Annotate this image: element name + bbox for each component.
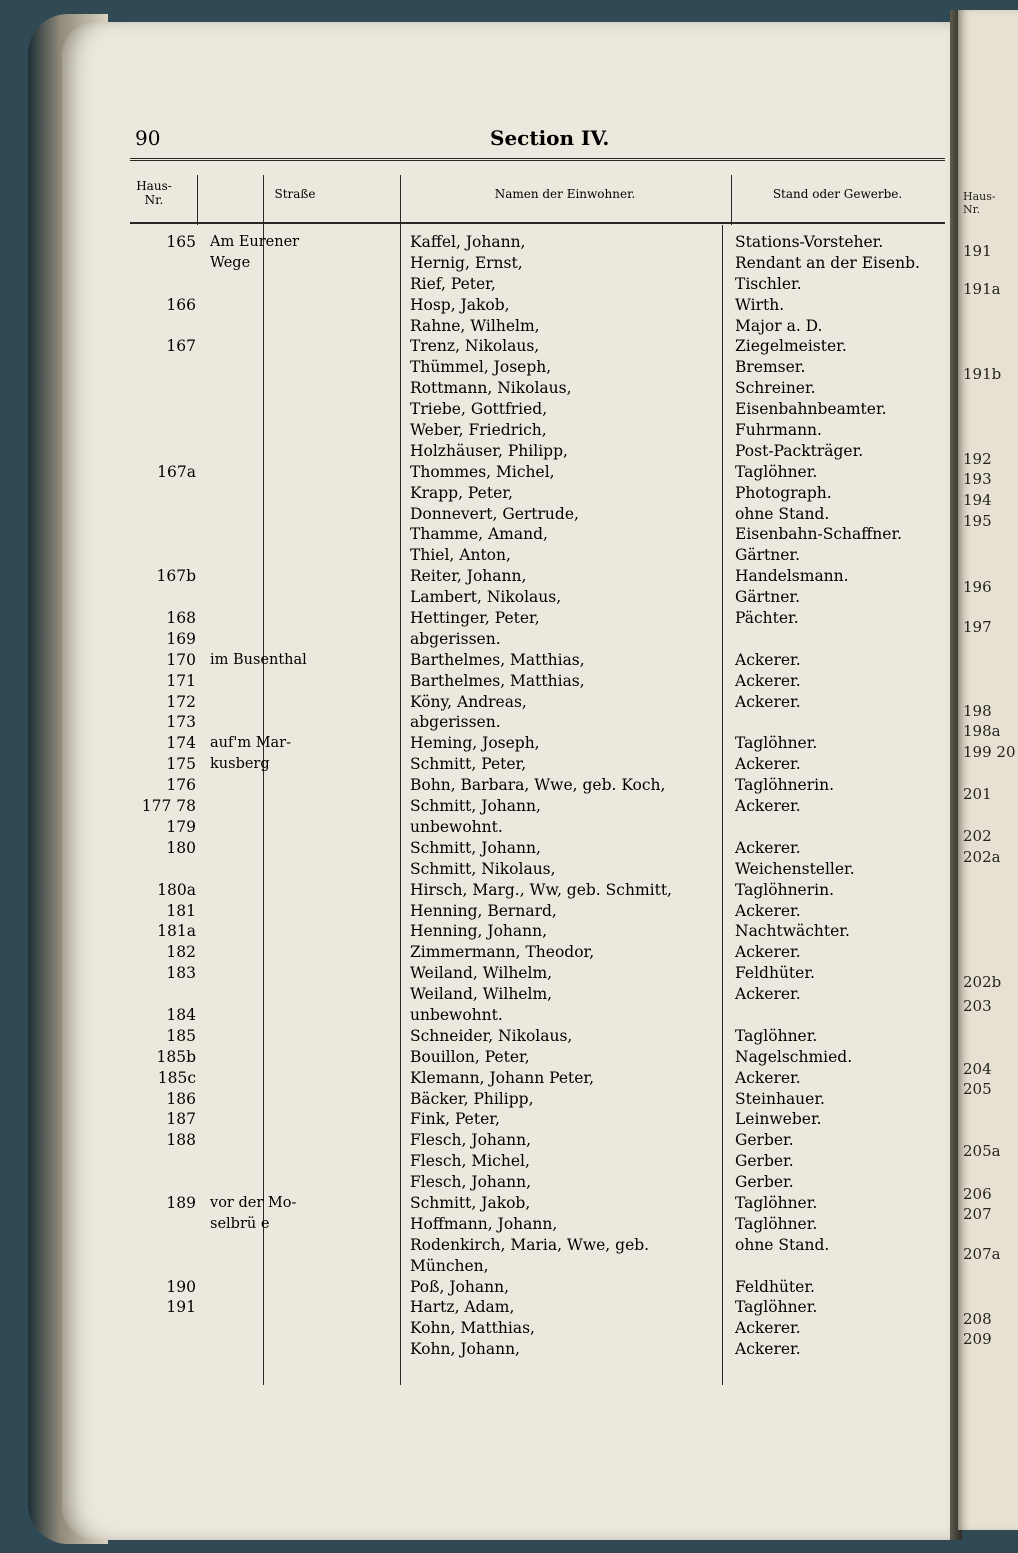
house-number: 188 xyxy=(166,1131,196,1150)
occupation: Feldhüter. xyxy=(735,964,815,983)
occupation: Ackerer. xyxy=(735,1340,801,1359)
occupation: Weichensteller. xyxy=(735,859,855,878)
occupation: Ackerer. xyxy=(735,755,801,774)
table-row xyxy=(130,1297,945,1318)
table-row xyxy=(130,671,945,692)
house-number: 166 xyxy=(166,295,196,314)
table-row xyxy=(130,608,945,629)
street-name: auf'm Mar- xyxy=(210,735,292,752)
occupation: Handelsmann. xyxy=(735,567,849,586)
resident-name: Thümmel, Joseph, xyxy=(410,358,552,377)
table-row xyxy=(130,1130,945,1151)
next-page-house-number: 203 xyxy=(963,997,992,1015)
resident-name: Schmitt, Peter, xyxy=(410,755,527,774)
next-page-house-number: 191b xyxy=(963,365,1002,383)
occupation: Taglöhnerin. xyxy=(735,880,835,899)
table-row xyxy=(130,1068,945,1089)
table-row xyxy=(130,712,945,733)
house-number: 185 xyxy=(166,1026,196,1045)
house-number: 173 xyxy=(166,713,196,732)
resident-name: Schneider, Nikolaus, xyxy=(410,1026,573,1045)
table-row xyxy=(130,692,945,713)
resident-name: Hirsch, Marg., Ww, geb. Schmitt, xyxy=(410,880,672,899)
resident-name: Fink, Peter, xyxy=(410,1110,500,1129)
table-row xyxy=(130,650,945,671)
occupation: Taglöhnerin. xyxy=(735,776,835,795)
resident-name: Hettinger, Peter, xyxy=(410,609,540,628)
resident-name: Hartz, Adam, xyxy=(410,1298,515,1317)
street-name: im Busenthal xyxy=(210,651,307,668)
house-number: 184 xyxy=(166,1005,196,1024)
resident-name: Weiland, Wilhelm, xyxy=(410,964,553,983)
house-number: 181a xyxy=(157,922,196,941)
house-number: 165 xyxy=(166,233,196,251)
house-number: 189 xyxy=(166,1193,196,1212)
next-page-house-number: 191 xyxy=(963,242,992,260)
resident-name: Rahne, Wilhelm, xyxy=(410,316,540,335)
resident-name: Thommes, Michel, xyxy=(410,462,555,481)
occupation: Wirth. xyxy=(735,295,785,314)
occupation: Ackerer. xyxy=(735,692,801,711)
resident-name: Heming, Joseph, xyxy=(410,734,540,753)
occupation: Leinweber. xyxy=(735,1110,822,1129)
resident-name: Barthelmes, Matthias, xyxy=(410,650,585,669)
occupation: Ziegelmeister. xyxy=(735,337,847,356)
next-page-house-number: 205 xyxy=(963,1080,992,1098)
resident-name: Weiland, Wilhelm, xyxy=(410,985,553,1004)
header-street: Straße xyxy=(274,187,316,201)
table-row xyxy=(130,1172,945,1193)
resident-name: Barthelmes, Matthias, xyxy=(410,671,585,690)
occupation: Post-Packträger. xyxy=(735,441,864,460)
occupation: Gerber. xyxy=(735,1131,794,1150)
house-number: 167 xyxy=(166,337,196,356)
street-name: Am Eurener xyxy=(210,234,300,250)
table-row xyxy=(130,420,945,441)
header-trade: Stand oder Gewerbe. xyxy=(772,187,903,201)
occupation: Gärtner. xyxy=(735,546,801,565)
resident-name: Flesch, Johann, xyxy=(410,1131,532,1150)
table-row xyxy=(130,859,945,880)
next-page-house-number: 205a xyxy=(963,1142,1001,1160)
house-number: 167b xyxy=(156,567,196,586)
house-number: 176 xyxy=(166,776,196,795)
occupation: Photograph. xyxy=(735,483,832,502)
occupation: Fuhrmann. xyxy=(735,421,822,440)
house-number: 172 xyxy=(166,692,196,711)
resident-name: Rief, Peter, xyxy=(410,274,496,293)
table-row xyxy=(130,1047,945,1068)
top-rule xyxy=(130,158,945,161)
house-number: 187 xyxy=(166,1110,196,1129)
table-row xyxy=(130,817,945,838)
resident-name: Rodenkirch, Maria, Wwe, geb. xyxy=(410,1235,650,1254)
resident-name: Poß, Johann, xyxy=(410,1277,510,1296)
resident-name: Holzhäuser, Philipp, xyxy=(410,441,568,460)
occupation: Taglöhner. xyxy=(735,1193,818,1212)
next-page-house-number: 193 xyxy=(963,470,992,488)
house-number: 174 xyxy=(166,734,196,753)
occupation: Stations-Vorsteher. xyxy=(735,233,884,251)
next-page-house-number: 194 xyxy=(963,491,992,509)
next-page-house-number: 191a xyxy=(963,280,1001,298)
table-row xyxy=(130,1256,945,1277)
table-row xyxy=(130,274,945,295)
resident-name: Thiel, Anton, xyxy=(410,546,511,565)
table-row xyxy=(130,963,945,984)
resident-name: Flesch, Michel, xyxy=(410,1152,530,1171)
resident-name: Hernig, Ernst, xyxy=(410,253,523,272)
street-name: Wege xyxy=(210,254,251,271)
occupation: Steinhauer. xyxy=(735,1089,825,1108)
next-page-house-number: 196 xyxy=(963,578,992,596)
table-row xyxy=(130,587,945,608)
table-row xyxy=(130,545,945,566)
table-row xyxy=(130,1109,945,1130)
occupation: Ackerer. xyxy=(735,943,801,962)
occupation: Bremser. xyxy=(735,358,806,377)
occupation: Ackerer. xyxy=(735,838,801,857)
next-page-house-number: 192 xyxy=(963,450,992,468)
street-name: kusberg xyxy=(210,756,270,773)
header-rule xyxy=(130,222,945,224)
next-page-house-number: 206 xyxy=(963,1185,992,1203)
occupation: Eisenbahnbeamter. xyxy=(735,400,887,419)
occupation: Nachtwächter. xyxy=(735,922,850,941)
table-row xyxy=(130,524,945,545)
resident-name: Kaffel, Johann, xyxy=(410,233,526,251)
house-number: 191 xyxy=(166,1298,196,1317)
house-number: 190 xyxy=(166,1277,196,1296)
house-number: 170 xyxy=(166,650,196,669)
house-number: 167a xyxy=(157,462,196,481)
resident-name: Krapp, Peter, xyxy=(410,483,513,502)
house-number: 182 xyxy=(166,943,196,962)
table-row xyxy=(130,566,945,587)
resident-name: Trenz, Nikolaus, xyxy=(410,337,540,356)
next-page-house-number: 199 20 xyxy=(963,743,1016,761)
table-row xyxy=(130,775,945,796)
next-page-house-number: 209 xyxy=(963,1330,992,1348)
table-row xyxy=(130,253,945,274)
house-number: 177 78 xyxy=(141,797,196,816)
resident-name: Kohn, Matthias, xyxy=(410,1319,535,1338)
resident-name: Bäcker, Philipp, xyxy=(410,1089,534,1108)
table-row xyxy=(130,921,945,942)
resident-name: Reiter, Johann, xyxy=(410,567,527,586)
house-number: 181 xyxy=(166,901,196,920)
occupation: Ackerer. xyxy=(735,985,801,1004)
resident-name: Henning, Johann, xyxy=(410,922,548,941)
house-number: 185b xyxy=(156,1047,196,1066)
column-divider xyxy=(197,175,198,225)
resident-name: Hoffmann, Johann, xyxy=(410,1214,558,1233)
occupation: Gerber. xyxy=(735,1173,794,1192)
table-row xyxy=(130,1151,945,1172)
resident-name: Thamme, Amand, xyxy=(410,525,548,544)
resident-name: Henning, Bernard, xyxy=(410,901,557,920)
resident-name: Lambert, Nikolaus, xyxy=(410,588,562,607)
next-page-house-number: 195 xyxy=(963,512,992,530)
resident-name: Köny, Andreas, xyxy=(410,692,527,711)
resident-name: Rottmann, Nikolaus, xyxy=(410,379,572,398)
house-number: 180 xyxy=(166,838,196,857)
resident-name: abgerissen. xyxy=(410,629,501,648)
resident-name: unbewohnt. xyxy=(410,1005,503,1024)
house-number: 185c xyxy=(157,1068,196,1087)
table-row xyxy=(130,399,945,420)
resident-name: Schmitt, Johann, xyxy=(410,797,541,816)
next-page-house-number: 207 xyxy=(963,1205,992,1223)
resident-table xyxy=(130,232,945,1360)
resident-name: Bohn, Barbara, Wwe, geb. Koch, xyxy=(410,776,666,795)
table-row xyxy=(130,1277,945,1298)
table-row xyxy=(130,1235,945,1256)
next-page-house-number: 207a xyxy=(963,1245,1001,1263)
table-row xyxy=(130,629,945,650)
resident-name: abgerissen. xyxy=(410,713,501,732)
resident-name: Zimmermann, Theodor, xyxy=(410,943,595,962)
table-row xyxy=(130,984,945,1005)
resident-name: Donnevert, Gertrude, xyxy=(410,504,579,523)
resident-name: Bouillon, Peter, xyxy=(410,1047,530,1066)
occupation: Major a. D. xyxy=(735,316,823,335)
street-name: selbrü e xyxy=(210,1215,270,1232)
table-row xyxy=(130,483,945,504)
street-name: vor der Mo- xyxy=(210,1194,297,1211)
occupation: ohne Stand. xyxy=(735,1235,830,1254)
table-row xyxy=(130,1339,945,1360)
occupation: Pächter. xyxy=(735,609,799,628)
table-row xyxy=(130,838,945,859)
table-row xyxy=(130,357,945,378)
resident-name: Schmitt, Jakob, xyxy=(410,1193,531,1212)
table-row xyxy=(130,441,945,462)
resident-name: Schmitt, Nikolaus, xyxy=(410,859,556,878)
table-row xyxy=(130,1026,945,1047)
resident-name: Klemann, Johann Peter, xyxy=(410,1068,595,1087)
table-row xyxy=(130,754,945,775)
resident-name: unbewohnt. xyxy=(410,817,503,836)
occupation: Taglöhner. xyxy=(735,734,818,753)
table-row xyxy=(130,1089,945,1110)
table-row xyxy=(130,733,945,754)
occupation: Schreiner. xyxy=(735,379,816,398)
resident-name: München, xyxy=(410,1256,489,1275)
next-page-house-number: 197 xyxy=(963,618,992,636)
table-row xyxy=(130,232,945,253)
occupation: Gerber. xyxy=(735,1152,794,1171)
occupation: Ackerer. xyxy=(735,797,801,816)
table-header xyxy=(130,175,945,221)
next-page-house-number: 208 xyxy=(963,1310,992,1328)
table-row xyxy=(130,1214,945,1235)
occupation: Ackerer. xyxy=(735,671,801,690)
table-row xyxy=(130,378,945,399)
resident-name: Weber, Friedrich, xyxy=(410,421,547,440)
occupation: Taglöhner. xyxy=(735,462,818,481)
house-number: 168 xyxy=(166,609,196,628)
table-row xyxy=(130,880,945,901)
table-row xyxy=(130,1193,945,1214)
next-page-house-number: 202a xyxy=(963,848,1001,866)
occupation: Eisenbahn-Schaffner. xyxy=(735,525,903,544)
table-row xyxy=(130,901,945,922)
occupation: Ackerer. xyxy=(735,1319,801,1338)
occupation: Ackerer. xyxy=(735,1068,801,1087)
house-number: 183 xyxy=(166,964,196,983)
occupation: Gärtner. xyxy=(735,588,801,607)
occupation: Feldhüter. xyxy=(735,1277,815,1296)
resident-name: Schmitt, Johann, xyxy=(410,838,541,857)
resident-name: Hosp, Jakob, xyxy=(410,295,510,314)
house-number: 186 xyxy=(166,1089,196,1108)
table-row xyxy=(130,1005,945,1026)
next-page-house-number: 198a xyxy=(963,722,1001,740)
table-row xyxy=(130,1318,945,1339)
occupation: Ackerer. xyxy=(735,650,801,669)
next-page-house-number: 201 xyxy=(963,785,992,803)
resident-name: Flesch, Johann, xyxy=(410,1173,532,1192)
table-row xyxy=(130,316,945,337)
column-divider xyxy=(731,175,732,225)
occupation: ohne Stand. xyxy=(735,504,830,523)
house-number: 175 xyxy=(166,755,196,774)
occupation: Rendant an der Eisenb. xyxy=(735,253,920,272)
house-number: 179 xyxy=(166,817,196,836)
occupation: Taglöhner. xyxy=(735,1026,818,1045)
table-row xyxy=(130,942,945,963)
next-page-house-number: 202b xyxy=(963,973,1002,991)
occupation: Ackerer. xyxy=(735,901,801,920)
table-row xyxy=(130,462,945,483)
table-row xyxy=(130,796,945,817)
header-names: Namen der Einwohner. xyxy=(494,187,636,201)
house-number: 171 xyxy=(166,671,196,690)
header-house-number: Haus- Nr. xyxy=(136,179,172,207)
page-number: 90 xyxy=(135,126,161,150)
next-page-house-number: 204 xyxy=(963,1060,992,1078)
next-page-header: Haus- Nr. xyxy=(963,190,996,216)
resident-name: Triebe, Gottfried, xyxy=(410,400,548,419)
resident-name: Kohn, Johann, xyxy=(410,1340,520,1359)
house-number: 180a xyxy=(157,880,196,899)
table-row xyxy=(130,504,945,525)
table-row xyxy=(130,295,945,316)
house-number: 169 xyxy=(166,629,196,648)
next-page-edge xyxy=(958,10,1018,1530)
occupation: Nagelschmied. xyxy=(735,1047,853,1066)
section-title: Section IV. xyxy=(490,126,610,150)
occupation: Tischler. xyxy=(735,274,802,293)
next-page-house-number: 202 xyxy=(963,827,992,845)
next-page-house-number: 198 xyxy=(963,702,992,720)
occupation: Taglöhner. xyxy=(735,1214,818,1233)
occupation: Taglöhner. xyxy=(735,1298,818,1317)
table-row xyxy=(130,336,945,357)
